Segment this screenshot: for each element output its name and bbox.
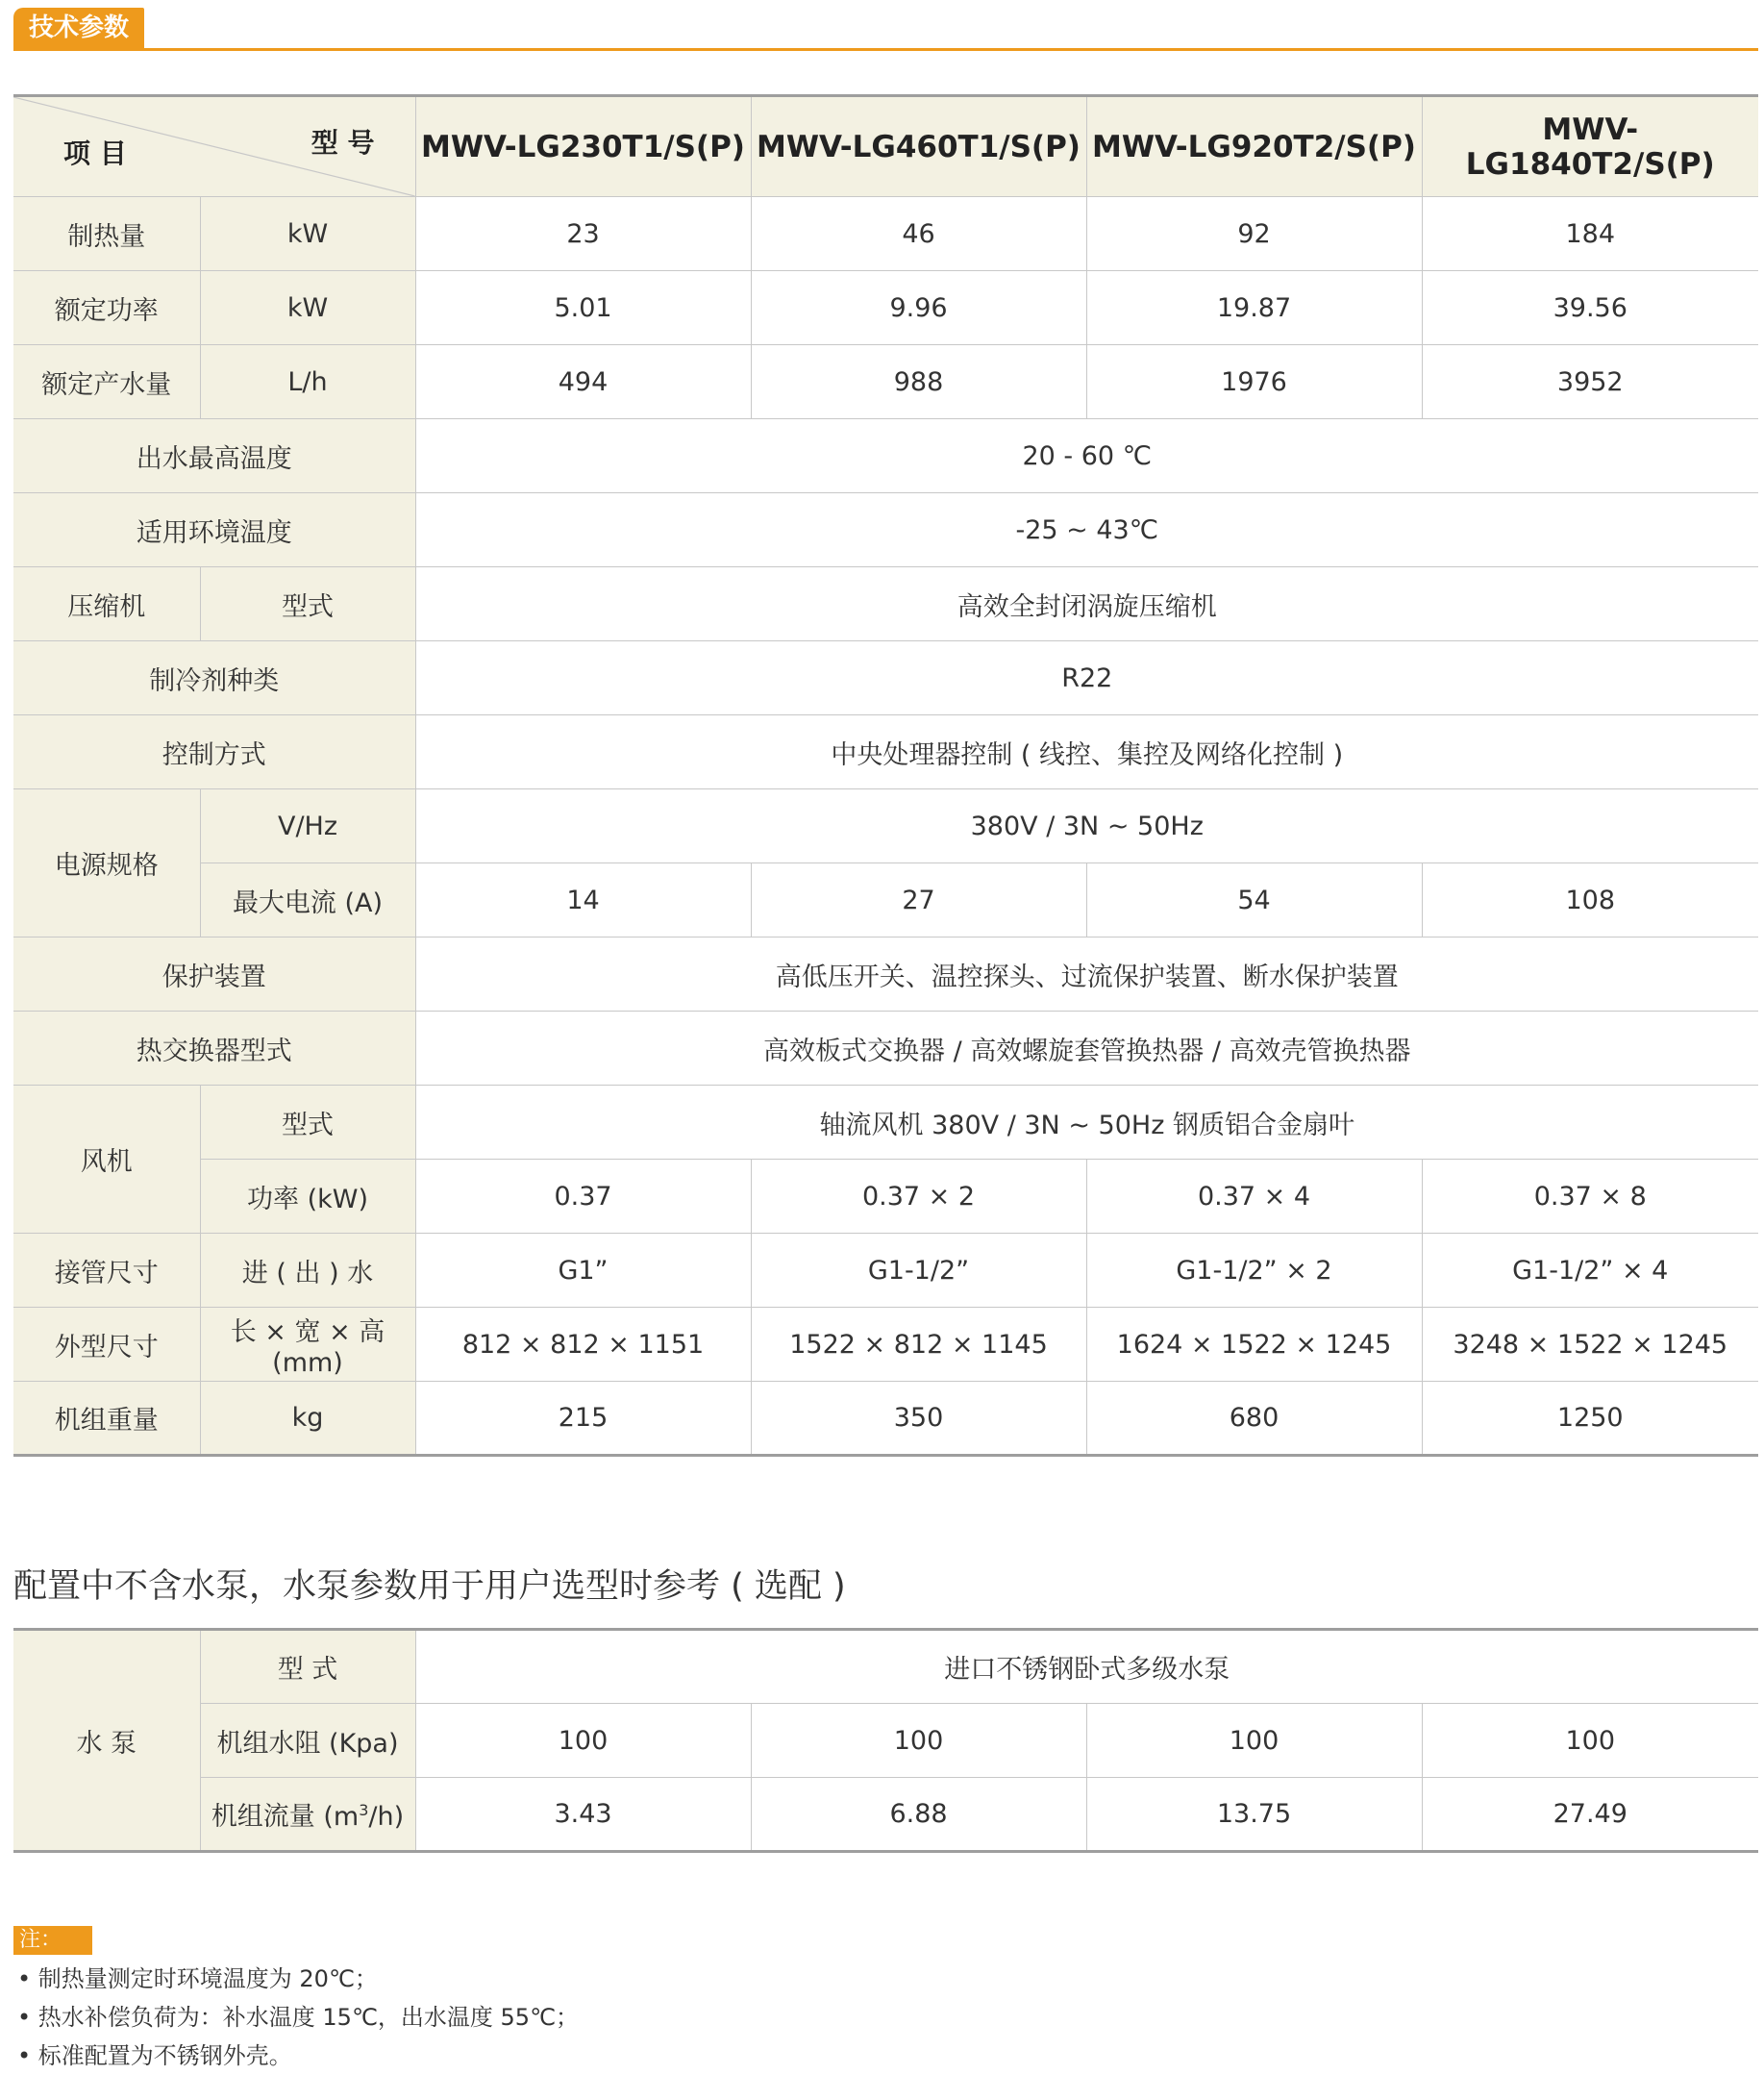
row-label: 额定产水量 bbox=[13, 345, 200, 419]
row-max-temp bbox=[13, 419, 1758, 493]
row-label: 风机 bbox=[13, 1086, 200, 1234]
flow-unit-sup: 3 bbox=[359, 1801, 369, 1819]
table-cell: 39.56 bbox=[1422, 271, 1758, 345]
table-cell: 13.75 bbox=[1086, 1778, 1422, 1852]
flow-unit-suffix: /h) bbox=[368, 1802, 405, 1832]
row-label: 保护装置 bbox=[13, 938, 415, 1012]
flow-unit-prefix: 机组流量 (m bbox=[211, 1802, 360, 1832]
corner-cell bbox=[13, 96, 415, 197]
row-compressor bbox=[13, 567, 1758, 641]
note-item: • 标准配置为不锈钢外壳。 bbox=[17, 2042, 292, 2069]
table-cell: 1624 × 1522 × 1245 bbox=[1086, 1308, 1422, 1382]
table-cell: 27.49 bbox=[1422, 1778, 1758, 1852]
table-cell: 100 bbox=[751, 1704, 1086, 1778]
row-unit: 型式 bbox=[200, 567, 415, 641]
section-divider bbox=[13, 48, 1758, 51]
notes-list bbox=[17, 1960, 579, 2075]
table-cell: 680 bbox=[1086, 1382, 1422, 1456]
spec-header-row bbox=[13, 96, 1758, 197]
row-power bbox=[13, 271, 1758, 345]
table-cell: 100 bbox=[415, 1704, 751, 1778]
table-cell: 14 bbox=[415, 863, 751, 938]
table-cell: 高效板式交换器 / 高效螺旋套管换热器 / 高效壳管换热器 bbox=[415, 1012, 1758, 1086]
table-cell: 3952 bbox=[1422, 345, 1758, 419]
row-heating bbox=[13, 197, 1758, 271]
table-cell: 92 bbox=[1086, 197, 1422, 271]
row-fan-power bbox=[13, 1160, 1758, 1234]
table-cell: 高低压开关、温控探头、过流保护装置、断水保护装置 bbox=[415, 938, 1758, 1012]
table-cell: 3248 × 1522 × 1245 bbox=[1422, 1308, 1758, 1382]
row-label: 压缩机 bbox=[13, 567, 200, 641]
table-cell: 988 bbox=[751, 345, 1086, 419]
table-cell: 高效全封闭涡旋压缩机 bbox=[415, 567, 1758, 641]
row-protection bbox=[13, 938, 1758, 1012]
row-ambient bbox=[13, 493, 1758, 567]
row-unit: 机组水阻 (Kpa) bbox=[200, 1704, 415, 1778]
table-cell: 184 bbox=[1422, 197, 1758, 271]
row-supply-current bbox=[13, 863, 1758, 938]
table-cell: 进口不锈钢卧式多级水泵 bbox=[415, 1630, 1758, 1704]
row-unit: L/h bbox=[200, 345, 415, 419]
table-cell: 27 bbox=[751, 863, 1086, 938]
section-title: 技术参数 bbox=[13, 8, 144, 48]
row-dims bbox=[13, 1308, 1758, 1382]
row-unit: 型式 bbox=[200, 1086, 415, 1160]
table-cell: 1522 × 812 × 1145 bbox=[751, 1308, 1086, 1382]
row-unit: kW bbox=[200, 197, 415, 271]
table-cell: G1-1/2” bbox=[751, 1234, 1086, 1308]
row-label: 外型尺寸 bbox=[13, 1308, 200, 1382]
row-pump-flow bbox=[13, 1778, 1758, 1852]
table-cell: 108 bbox=[1422, 863, 1758, 938]
note-item: • 热水补偿负荷为：补水温度 15℃，出水温度 55℃； bbox=[17, 2004, 580, 2031]
row-supply-vhz bbox=[13, 789, 1758, 863]
table-cell: 轴流风机 380V / 3N ~ 50Hz 钢质铝合金扇叶 bbox=[415, 1086, 1758, 1160]
row-label: 电源规格 bbox=[13, 789, 200, 938]
table-cell: 1976 bbox=[1086, 345, 1422, 419]
row-unit: V/Hz bbox=[200, 789, 415, 863]
table-cell: 0.37 × 2 bbox=[751, 1160, 1086, 1234]
row-unit: kg bbox=[200, 1382, 415, 1456]
table-cell: 20 - 60 ℃ bbox=[415, 419, 1758, 493]
table-cell: 54 bbox=[1086, 863, 1422, 938]
table-cell: 3.43 bbox=[415, 1778, 751, 1852]
table-cell: G1-1/2” × 2 bbox=[1086, 1234, 1422, 1308]
table-cell: 9.96 bbox=[751, 271, 1086, 345]
row-unit: 最大电流 (A) bbox=[200, 863, 415, 938]
corner-item-label: 项 目 bbox=[63, 138, 127, 169]
pump-table bbox=[13, 1628, 1758, 1853]
table-cell: G1-1/2” × 4 bbox=[1422, 1234, 1758, 1308]
row-label: 热交换器型式 bbox=[13, 1012, 415, 1086]
table-cell: 6.88 bbox=[751, 1778, 1086, 1852]
row-label: 接管尺寸 bbox=[13, 1234, 200, 1308]
row-refrigerant bbox=[13, 641, 1758, 715]
table-cell: 100 bbox=[1422, 1704, 1758, 1778]
table-cell: 0.37 × 4 bbox=[1086, 1160, 1422, 1234]
row-pump-resist bbox=[13, 1704, 1758, 1778]
table-cell: 812 × 812 × 1151 bbox=[415, 1308, 751, 1382]
row-label: 水 泵 bbox=[13, 1630, 200, 1852]
row-unit: 进 ( 出 ) 水 bbox=[200, 1234, 415, 1308]
model-header: MWV-LG920T2/S(P) bbox=[1086, 96, 1422, 197]
row-water-output bbox=[13, 345, 1758, 419]
row-label: 额定功率 bbox=[13, 271, 200, 345]
row-control bbox=[13, 715, 1758, 789]
table-cell: 5.01 bbox=[415, 271, 751, 345]
row-exchanger bbox=[13, 1012, 1758, 1086]
row-unit: 长 × 宽 × 高(mm) bbox=[200, 1308, 415, 1382]
table-cell: 19.87 bbox=[1086, 271, 1422, 345]
note-item: • 制热量测定时环境温度为 20℃； bbox=[17, 1965, 378, 1992]
table-cell: 46 bbox=[751, 197, 1086, 271]
row-weight bbox=[13, 1382, 1758, 1456]
table-cell: -25 ~ 43℃ bbox=[415, 493, 1758, 567]
row-unit bbox=[200, 1778, 415, 1852]
row-unit: 功率 (kW) bbox=[200, 1160, 415, 1234]
notes-tag: 注： bbox=[13, 1926, 92, 1955]
table-cell: G1” bbox=[415, 1234, 751, 1308]
table-cell: 100 bbox=[1086, 1704, 1422, 1778]
row-pump-type bbox=[13, 1630, 1758, 1704]
row-unit: 型 式 bbox=[200, 1630, 415, 1704]
model-header: MWV-LG460T1/S(P) bbox=[751, 96, 1086, 197]
spec-table bbox=[13, 94, 1758, 1457]
row-label: 控制方式 bbox=[13, 715, 415, 789]
row-label: 制冷剂种类 bbox=[13, 641, 415, 715]
model-header: MWV-LG1840T2/S(P) bbox=[1422, 96, 1758, 197]
row-fan-type bbox=[13, 1086, 1758, 1160]
row-label: 制热量 bbox=[13, 197, 200, 271]
model-header: MWV-LG230T1/S(P) bbox=[415, 96, 751, 197]
table-cell: 23 bbox=[415, 197, 751, 271]
corner-model-label: 型 号 bbox=[311, 127, 375, 159]
table-cell: R22 bbox=[415, 641, 1758, 715]
row-unit: kW bbox=[200, 271, 415, 345]
row-label: 适用环境温度 bbox=[13, 493, 415, 567]
table-cell: 中央处理器控制 ( 线控、集控及网络化控制 ) bbox=[415, 715, 1758, 789]
table-cell: 1250 bbox=[1422, 1382, 1758, 1456]
table-cell: 215 bbox=[415, 1382, 751, 1456]
row-label: 出水最高温度 bbox=[13, 419, 415, 493]
row-pipe bbox=[13, 1234, 1758, 1308]
table-cell: 494 bbox=[415, 345, 751, 419]
table-cell: 380V / 3N ~ 50Hz bbox=[415, 789, 1758, 863]
table-cell: 0.37 × 8 bbox=[1422, 1160, 1758, 1234]
row-label: 机组重量 bbox=[13, 1382, 200, 1456]
table-cell: 0.37 bbox=[415, 1160, 751, 1234]
pump-section-title: 配置中不含水泵，水泵参数用于用户选型时参考 ( 选配 ) bbox=[13, 1567, 846, 1606]
table-cell: 350 bbox=[751, 1382, 1086, 1456]
